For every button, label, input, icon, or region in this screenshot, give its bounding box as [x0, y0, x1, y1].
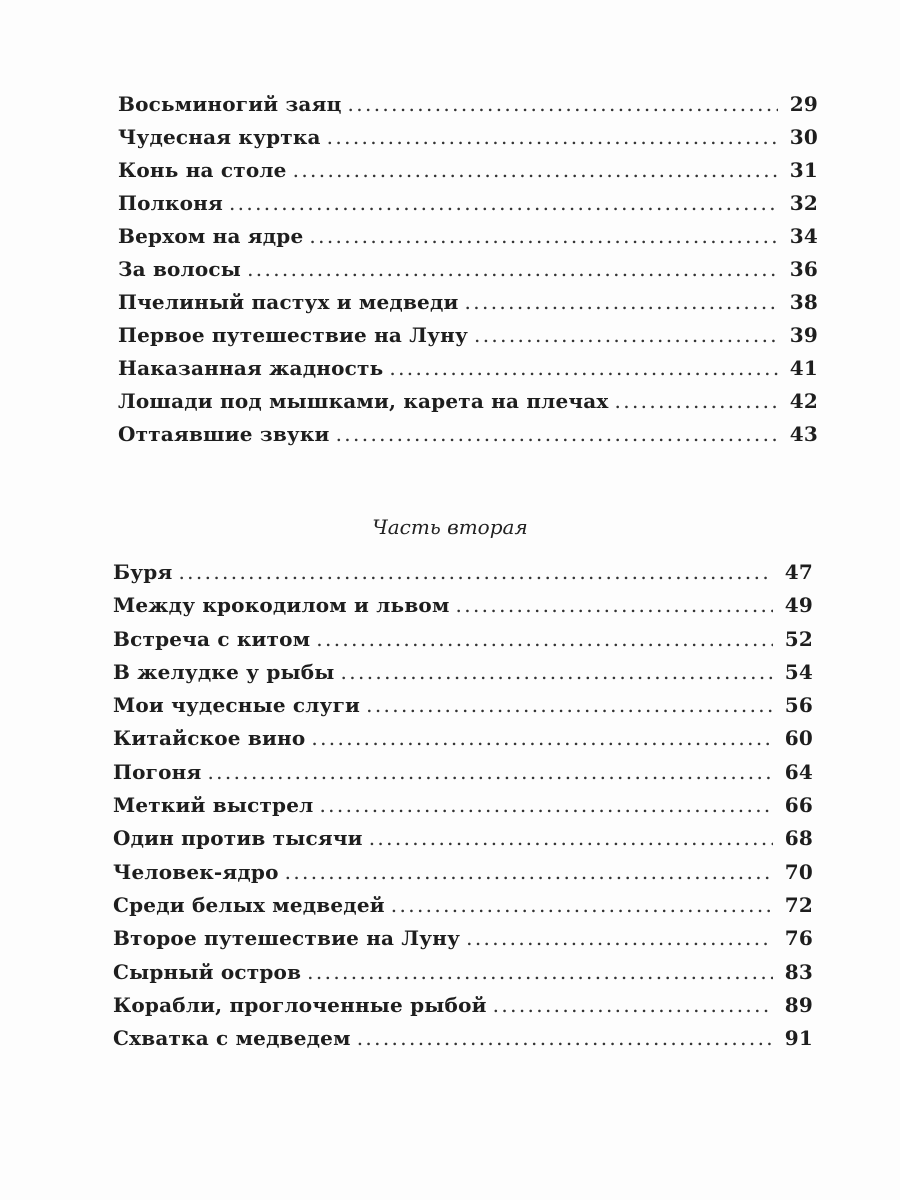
toc-entry — [118, 422, 818, 455]
toc-entry-page: 47 — [784, 560, 813, 584]
toc-entry-title: Буря — [113, 560, 173, 584]
toc-entry-title: Первое путешествие на Луну — [118, 323, 468, 347]
dot-leader — [474, 323, 778, 347]
toc-entry-title: Один против тысячи — [113, 826, 363, 851]
toc-entry-page: 70 — [784, 859, 813, 884]
dot-leader — [348, 92, 778, 116]
dot-leader — [341, 660, 773, 684]
toc-entry-title: Китайское вино — [113, 726, 306, 751]
toc-entry-title: Встреча с китом — [113, 626, 311, 651]
toc-entry-page: 89 — [784, 992, 813, 1017]
toc-entry-title: Второе путешествие на Луну — [113, 926, 461, 951]
toc-entry — [118, 125, 818, 158]
toc-entry-page: 41 — [789, 356, 818, 380]
toc-entry — [118, 257, 818, 290]
dot-leader — [456, 593, 773, 617]
toc-entry-title: Пчелиный пастух и медведи — [118, 290, 459, 314]
toc-entry-page: 42 — [789, 389, 818, 413]
dot-leader — [316, 627, 773, 651]
toc-entry-title: Между крокодилом и львом — [113, 593, 450, 618]
toc-entry — [118, 224, 818, 257]
toc-entry-title: Мои чудесные слуги — [113, 693, 361, 718]
toc-entry — [113, 726, 813, 759]
dot-leader — [389, 356, 778, 380]
toc-entry-page: 32 — [789, 191, 818, 215]
toc-entry-page: 91 — [784, 1026, 813, 1051]
toc-entry-page: 36 — [789, 257, 818, 281]
toc-entry-page: 43 — [789, 422, 818, 446]
dot-leader — [391, 893, 773, 917]
dot-leader — [466, 926, 773, 950]
dot-leader — [293, 158, 778, 182]
toc-entry-page: 34 — [789, 224, 818, 248]
toc-entry — [118, 290, 818, 323]
toc-entry — [118, 356, 818, 389]
toc-entry-title: Чудесная куртка — [118, 125, 321, 149]
dot-leader — [307, 960, 773, 984]
toc-part-two — [113, 560, 813, 1059]
toc-entry-title: В желудке у рыбы — [113, 659, 335, 684]
dot-leader — [229, 191, 778, 215]
toc-entry-page: 38 — [789, 290, 818, 314]
toc-entry — [113, 660, 813, 693]
dot-leader — [327, 125, 778, 149]
toc-entry — [113, 760, 813, 793]
dot-leader — [366, 693, 773, 717]
toc-entry — [113, 860, 813, 893]
toc-entry-page: 64 — [784, 759, 813, 784]
dot-leader — [178, 560, 773, 584]
toc-entry — [113, 1026, 813, 1059]
toc-entry-page: 30 — [789, 125, 818, 149]
section-heading: Часть вторая — [372, 515, 528, 539]
dot-leader — [319, 793, 773, 817]
toc-entry-page: 49 — [784, 593, 813, 618]
toc-entry — [118, 323, 818, 356]
toc-entry-page: 56 — [784, 693, 813, 718]
dot-leader — [369, 826, 773, 850]
toc-entry-page: 83 — [784, 959, 813, 984]
toc-entry-page: 68 — [784, 826, 813, 851]
toc-entry-title: Конь на столе — [118, 158, 287, 182]
toc-entry — [118, 92, 818, 125]
toc-entry-page: 52 — [784, 626, 813, 651]
toc-entry — [113, 627, 813, 660]
toc-entry-title: Корабли, проглоченные рыбой — [113, 992, 487, 1017]
toc-entry-page: 76 — [784, 926, 813, 951]
toc-entry-title: За волосы — [118, 257, 242, 281]
dot-leader — [357, 1026, 773, 1050]
toc-entry — [113, 793, 813, 826]
toc-entry-title: Оттаявшие звуки — [118, 422, 330, 446]
toc-entry — [113, 593, 813, 626]
toc-entry-title: Человек-ядро — [113, 859, 279, 884]
toc-entry-page: 54 — [784, 659, 813, 684]
toc-entry-title: Схватка с медведем — [113, 1026, 351, 1051]
toc-entry-title: Лошади под мышками, карета на плечах — [118, 389, 609, 413]
toc-entry-title: Верхом на ядре — [118, 224, 304, 248]
dot-leader — [207, 760, 773, 784]
toc-entry-page: 66 — [784, 793, 813, 818]
toc-entry-title: Меткий выстрел — [113, 793, 314, 818]
toc-entry-title: Восьминогий заяц — [118, 92, 342, 116]
dot-leader — [311, 726, 773, 750]
dot-leader — [336, 422, 778, 446]
toc-part-one — [118, 92, 818, 455]
toc-entry — [113, 826, 813, 859]
toc-entry-page: 31 — [789, 158, 818, 182]
toc-entry-title: Наказанная жадность — [118, 356, 384, 380]
toc-entry — [113, 926, 813, 959]
toc-entry-title: Полконя — [118, 191, 223, 215]
toc-entry-title: Погоня — [113, 759, 202, 784]
dot-leader — [465, 290, 778, 314]
dot-leader — [493, 993, 773, 1017]
toc-entry — [113, 893, 813, 926]
toc-entry — [118, 389, 818, 422]
toc-entry-page: 60 — [784, 726, 813, 751]
dot-leader — [309, 224, 778, 248]
dot-leader — [615, 389, 778, 413]
toc-entry — [118, 158, 818, 191]
toc-entry-title: Среди белых медведей — [113, 892, 385, 917]
toc-entry — [118, 191, 818, 224]
toc-entry-page: 29 — [789, 92, 818, 116]
toc-entry — [113, 560, 813, 593]
toc-entry-page: 39 — [789, 323, 818, 347]
toc-entry — [113, 693, 813, 726]
dot-leader — [247, 257, 778, 281]
toc-entry-page: 72 — [784, 892, 813, 917]
toc-entry-title: Сырный остров — [113, 959, 302, 984]
dot-leader — [285, 860, 773, 884]
toc-entry — [113, 993, 813, 1026]
toc-entry — [113, 960, 813, 993]
